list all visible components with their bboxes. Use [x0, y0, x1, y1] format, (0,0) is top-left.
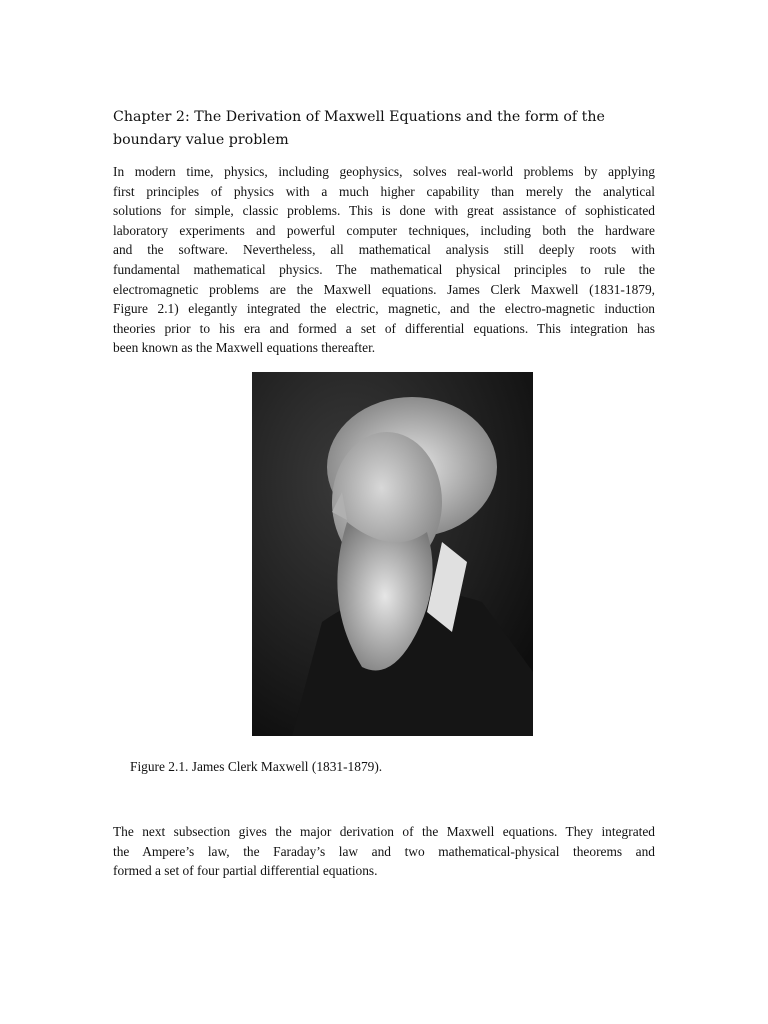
chapter-title: [113, 106, 673, 152]
text-line: electromagnetic problems are the Maxwell equations. James Clerk Maxwell (1831-1879,: [113, 281, 655, 297]
text-line: The next subsection gives the major derivation of the Maxwell equations. They integrated: [113, 824, 655, 839]
portrait-image: [252, 372, 533, 736]
closing-paragraph: [113, 822, 655, 881]
text-line: solutions for simple, classic problems. This is done with great assistance of sophisticated: [113, 203, 655, 219]
text-line: the Ampere’s law, the Faraday’s law and two mathematical-physical theorems and: [113, 843, 655, 859]
title-line: Chapter 2: The Derivation of Maxwell Equations and the form of the: [113, 109, 605, 125]
text-line: In modern time, physics, including geophysics, solves real-world problems by applying: [113, 164, 655, 179]
text-line: first principles of physics with a much higher capability than merely the analytical: [113, 183, 655, 199]
text-line: fundamental mathematical physics. The mathematical physical principles to rule the: [113, 261, 655, 277]
text-line: Figure 2.1) elegantly integrated the electric, magnetic, and the electro-magnetic induction: [113, 301, 655, 317]
maxwell-portrait: [252, 372, 533, 736]
text-line: laboratory experiments and powerful computer techniques, including both the hardware: [113, 222, 655, 238]
text-line: been known as the Maxwell equations thereafter.: [113, 340, 376, 356]
intro-paragraph: [113, 162, 655, 358]
text-line: and the software. Nevertheless, all mathematical analysis still deeply roots with: [113, 242, 655, 258]
text-line: theories prior to his era and formed a set of differential equations. This integration has: [113, 320, 655, 336]
title-line: boundary value problem: [113, 132, 289, 148]
text-line: formed a set of four partial differential equations.: [113, 863, 378, 879]
figure-caption: Figure 2.1. James Clerk Maxwell (1831-1879).: [130, 759, 383, 774]
